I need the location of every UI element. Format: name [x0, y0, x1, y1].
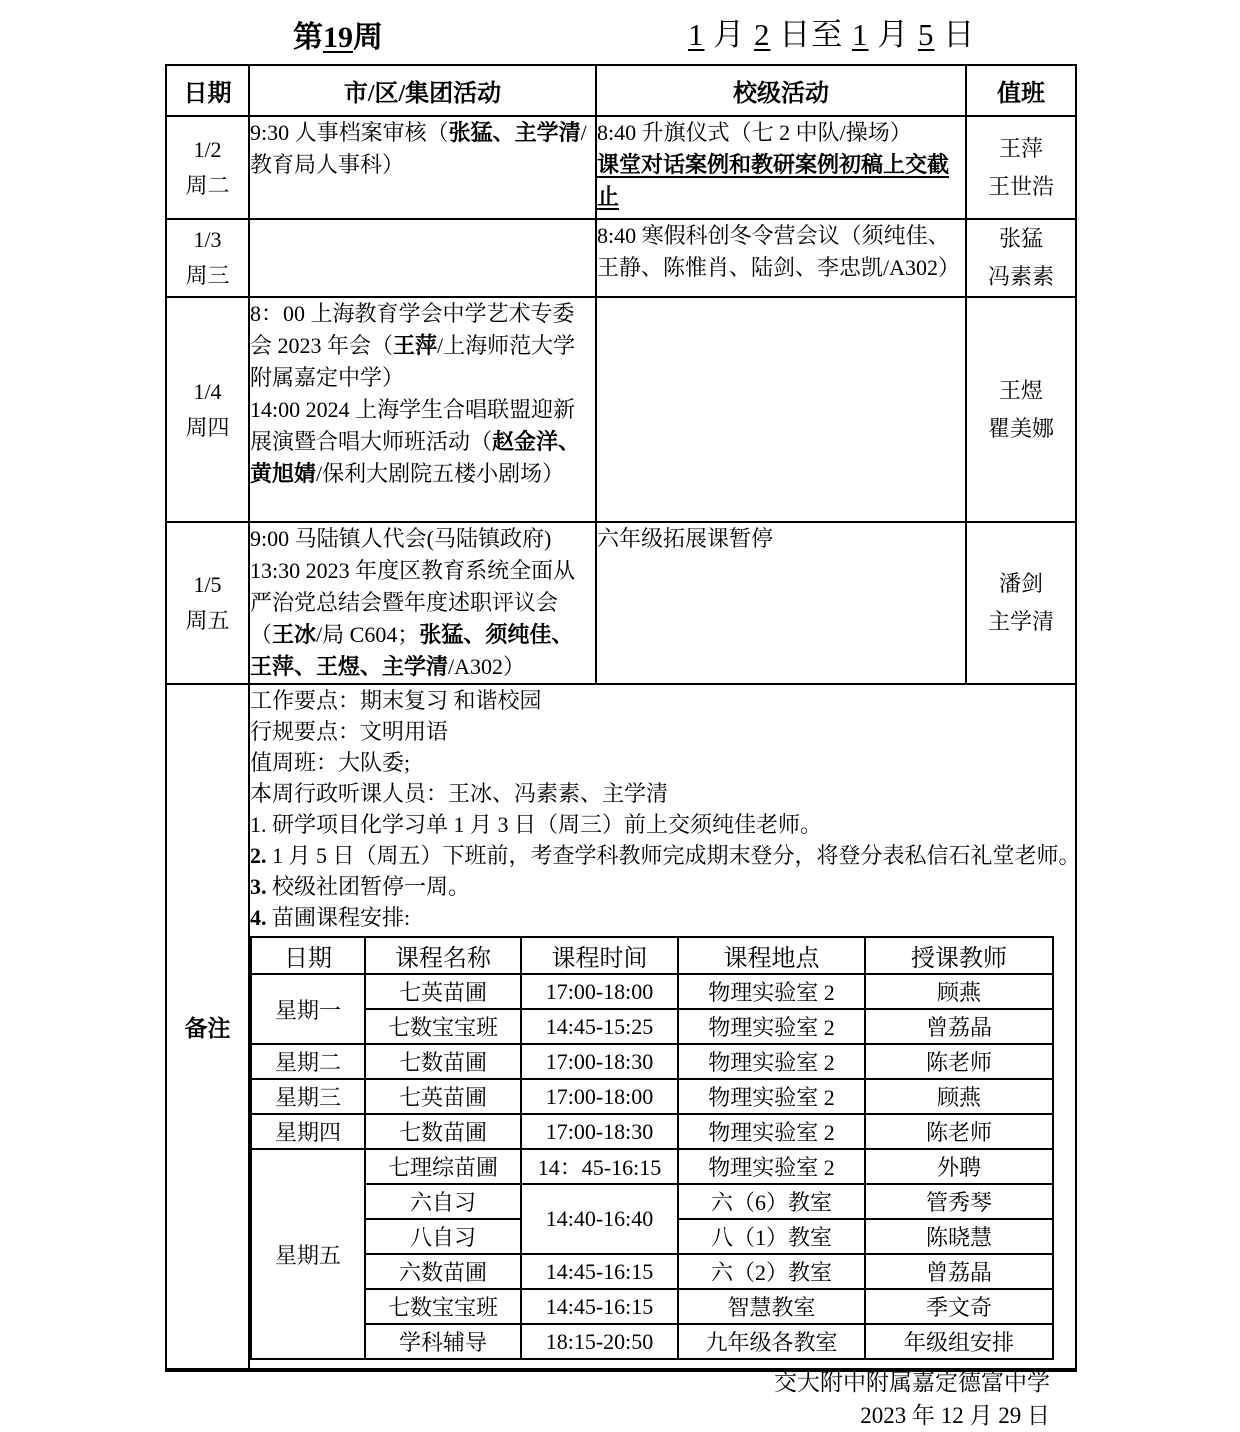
course-name-cell: 六数苗圃 [365, 1254, 521, 1289]
course-teacher-cell: 陈晓慧 [865, 1219, 1053, 1254]
note-line: 3. 校级社团暂停一周。 [250, 874, 471, 899]
course-place-cell: 物理实验室 2 [678, 1044, 865, 1079]
course-teacher-cell: 管秀琴 [865, 1184, 1053, 1219]
course-name-cell: 七英苗圃 [365, 974, 521, 1009]
date-value: 1/3 [193, 227, 222, 252]
course-name-cell: 七数苗圃 [365, 1114, 521, 1149]
note-line: 工作要点：期末复习 和谐校园 [250, 688, 542, 713]
date-cell [166, 297, 249, 522]
duty-cell: 王萍 王世浩 [966, 116, 1076, 219]
district-activity-cell: 9:30 人事档案审核（张猛、主学清/教育局人事科） [249, 116, 596, 219]
day-cell: 星期五 [251, 1149, 365, 1359]
table-row [166, 219, 1076, 297]
weekday-value: 周三 [185, 263, 230, 288]
course-time-cell: 14:45-16:15 [521, 1254, 678, 1289]
nursery-row [251, 1184, 1053, 1219]
course-place-cell: 六（2）教室 [678, 1254, 865, 1289]
course-place-cell: 八（1）教室 [678, 1219, 865, 1254]
course-time-cell: 17:00-18:00 [521, 974, 678, 1009]
nursery-course-table [250, 936, 1054, 1360]
course-name-cell: 七理综苗圃 [365, 1149, 521, 1184]
course-time-cell: 17:00-18:30 [521, 1114, 678, 1149]
nursery-row [251, 1289, 1053, 1324]
day-cell: 星期一 [251, 974, 365, 1044]
course-place-cell: 物理实验室 2 [678, 1114, 865, 1149]
table-row [166, 522, 1076, 684]
note-line: 2. 1 月 5 日（周五）下班前，考查学科教师完成期末登分，将登分表私信石礼堂老师。 [250, 843, 1081, 868]
notes-row [166, 684, 1076, 1370]
date-value: 1/4 [193, 378, 222, 404]
school-activity-cell: 8:40 寒假科创冬令营会议（须纯佳、王静、陈惟肖、陆剑、李忠凯/A302） [596, 219, 966, 297]
header-duty: 值班 [966, 65, 1076, 116]
table-row [166, 116, 1076, 219]
course-place-cell: 物理实验室 2 [678, 1079, 865, 1114]
course-time-cell: 14:45-15:25 [521, 1009, 678, 1044]
table-row [166, 297, 1076, 522]
note-line: 4. 苗圃课程安排: [250, 905, 411, 930]
date-cell [166, 522, 249, 684]
nursery-row [251, 974, 1053, 1009]
district-activity-cell: 8：00 上海教育学会中学艺术专委会 2023 年会（王萍/上海师范大学附属嘉定中学） 14:00 2024 上海学生合唱联盟迎新展演暨合唱大师班活动（赵金洋、黄旭婧/保利大剧院五楼小剧场） [249, 297, 596, 522]
nursery-row [251, 1149, 1053, 1184]
duty-cell: 王煜 瞿美娜 [966, 297, 1076, 522]
course-teacher-cell: 外聘 [865, 1149, 1053, 1184]
district-activity-cell [249, 219, 596, 297]
nursery-row [251, 1079, 1053, 1114]
course-teacher-cell: 季文奇 [865, 1289, 1053, 1324]
note-line: 本周行政听课人员：王冰、冯素素、主学清 [250, 781, 669, 806]
course-place-cell: 智慧教室 [678, 1289, 865, 1324]
school-activity-cell [596, 297, 966, 522]
nursery-header-time: 课程时间 [521, 937, 678, 974]
note-line: 值周班：大队委; [250, 750, 411, 775]
header-district-activity: 市/区/集团活动 [249, 65, 596, 116]
nursery-header-teacher: 授课教师 [865, 937, 1053, 974]
course-place-cell: 九年级各教室 [678, 1324, 865, 1359]
nursery-header-course: 课程名称 [365, 937, 521, 974]
header-school-activity: 校级活动 [596, 65, 966, 116]
header-date: 日期 [166, 65, 249, 116]
course-teacher-cell: 顾燕 [865, 974, 1053, 1009]
footer-school-name: 交大附中附属嘉定德富中学 [774, 1370, 1050, 1395]
district-activity-cell: 9:00 马陆镇人代会(马陆镇政府) 13:30 2023 年度区教育系统全面从严治党总结会暨年度述职评议会（王冰/局 C604；张猛、须纯佳、王萍、王煜、主学清/A302） [249, 522, 596, 684]
course-time-cell: 17:00-18:30 [521, 1044, 678, 1079]
course-place-cell: 物理实验室 2 [678, 1009, 865, 1044]
course-place-cell: 六（6）教室 [678, 1184, 865, 1219]
note-line: 行规要点：文明用语 [250, 719, 449, 744]
course-name-cell: 七英苗圃 [365, 1079, 521, 1114]
course-time-cell: 18:15-20:50 [521, 1324, 678, 1359]
course-name-cell: 学科辅导 [365, 1324, 521, 1359]
day-cell: 星期四 [251, 1114, 365, 1149]
course-teacher-cell: 年级组安排 [865, 1324, 1053, 1359]
course-name-cell: 七数苗圃 [365, 1044, 521, 1079]
nursery-row [251, 1009, 1053, 1044]
date-cell [166, 116, 249, 219]
duty-cell: 潘剑 主学清 [966, 522, 1076, 684]
course-teacher-cell: 顾燕 [865, 1079, 1053, 1114]
school-activity-cell: 六年级拓展课暂停 [596, 522, 966, 684]
notes-content [249, 684, 1081, 1370]
document-footer [774, 1366, 1050, 1432]
footer-date: 2023 年 12 月 29 日 [860, 1403, 1050, 1428]
course-name-cell: 七数宝宝班 [365, 1289, 521, 1324]
date-value: 1/2 [193, 136, 222, 162]
course-name-cell: 六自习 [365, 1184, 521, 1219]
date-cell [166, 219, 249, 297]
course-teacher-cell: 陈老师 [865, 1044, 1053, 1079]
weekly-schedule-table [165, 64, 1081, 1372]
week-title: 第19周 [293, 21, 383, 54]
note-line: 1. 研学项目化学习单 1 月 3 日（周三）前上交须纯佳老师。 [250, 812, 823, 837]
course-time-cell: 17:00-18:00 [521, 1079, 678, 1114]
nursery-row [251, 1114, 1053, 1149]
nursery-row [251, 1044, 1053, 1079]
course-teacher-cell: 陈老师 [865, 1114, 1053, 1149]
course-teacher-cell: 曾荔晶 [865, 1254, 1053, 1289]
header-row [166, 65, 1076, 116]
course-name-cell: 七数宝宝班 [365, 1009, 521, 1044]
course-name-cell: 八自习 [365, 1219, 521, 1254]
weekday-value: 周五 [185, 608, 230, 633]
date-range-title: 1 月 2 日至 1 月 5 日 [688, 17, 976, 52]
duty-cell: 张猛 冯素素 [966, 219, 1076, 297]
day-cell: 星期三 [251, 1079, 365, 1114]
date-value: 1/5 [193, 572, 222, 597]
day-cell: 星期二 [251, 1044, 365, 1079]
course-place-cell: 物理实验室 2 [678, 1149, 865, 1184]
course-time-cell: 14:45-16:15 [521, 1289, 678, 1324]
course-teacher-cell: 曾荔晶 [865, 1009, 1053, 1044]
nursery-row [251, 1324, 1053, 1359]
course-time-cell: 14:40-16:40 [521, 1184, 678, 1254]
notes-label: 备注 [166, 684, 249, 1370]
nursery-header-row [251, 937, 1053, 974]
weekday-value: 周二 [185, 172, 230, 198]
nursery-row [251, 1254, 1053, 1289]
weekday-value: 周四 [185, 414, 230, 440]
nursery-header-place: 课程地点 [678, 937, 865, 974]
course-time-cell: 14：45-16:15 [521, 1149, 678, 1184]
school-activity-cell: 8:40 升旗仪式（七 2 中队/操场） 课堂对话案例和教研案例初稿上交截止 [596, 116, 966, 219]
course-place-cell: 物理实验室 2 [678, 974, 865, 1009]
nursery-header-day: 日期 [251, 937, 365, 974]
